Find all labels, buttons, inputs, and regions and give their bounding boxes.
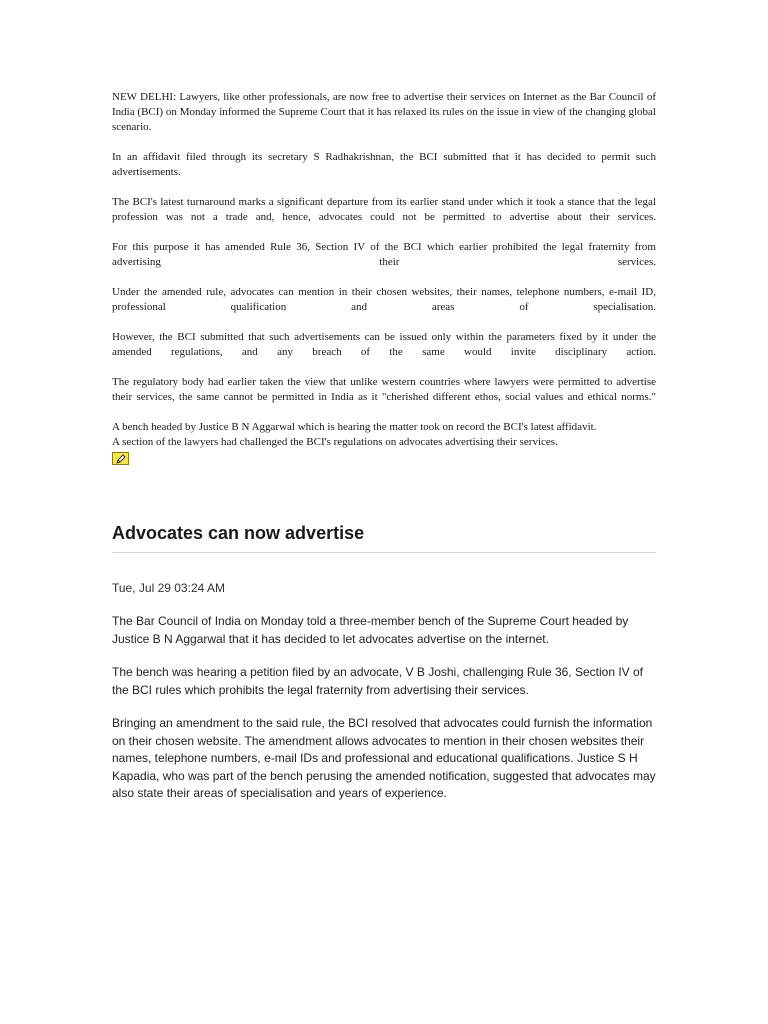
title-divider [112, 552, 656, 553]
wire-paragraph: Under the amended rule, advocates can mention in their chosen websites, their names, telephone numbers, e-mail ID, professional qualification and areas of specialisation. [112, 286, 656, 313]
article-paragraph: Bringing an amendment to the said rule, the BCI resolved that advocates could furnish the information on their chosen website. The amendment allows advocates to mention in their chosen websites their names, telephone numbers, e-mail IDs and professional and educational qualifications. Justice S H Kapadia, who was part of the bench perusing the amended notification, suggested that advocates may also state their areas of specialisation and years of experience. [112, 716, 656, 800]
news-wire-section [112, 90, 656, 470]
wire-paragraph: A bench headed by Justice B N Aggarwal which is hearing the matter took on record the BCI's latest affidavit. [112, 421, 597, 433]
wire-paragraph: However, the BCI submitted that such advertisements can be issued only within the parameters fixed by it under the amended regulations, and any breach of the same would invite disciplinary action. [112, 331, 656, 358]
wire-paragraph: The BCI's latest turnaround marks a significant departure from its earlier stand under which it took a stance that the legal profession was not a trade and, hence, advocates could not be permitted to advertise about their services. [112, 196, 656, 223]
article-paragraph: The bench was hearing a petition filed by an advocate, V B Joshi, challenging Rule 36, Section IV of the BCI rules which prohibits the legal fraternity from advertising their services. [112, 665, 643, 697]
article-paragraph: The Bar Council of India on Monday told a three-member bench of the Supreme Court headed by Justice B N Aggarwal that it has decided to let advocates advertise on the internet. [112, 614, 629, 646]
wire-paragraph: A section of the lawyers had challenged the BCI's regulations on advocates advertising their services. [112, 436, 558, 448]
article-dateline: Tue, Jul 29 03:24 AM [112, 581, 225, 595]
wire-paragraph: For this purpose it has amended Rule 36, Section IV of the BCI which earlier prohibited the legal fraternity from advertising their services. [112, 241, 656, 268]
article-title: Advocates can now advertise [112, 523, 365, 543]
wire-paragraph: In an affidavit filed through its secretary S Radhakrishnan, the BCI submitted that it has decided to permit such advertisements. [112, 151, 656, 178]
article-section [112, 522, 656, 803]
wire-paragraph: NEW DELHI: Lawyers, like other professionals, are now free to advertise their services on Internet as the Bar Council of India (BCI) on Monday informed the Supreme Court that it has relaxed its rules on the issue in view of the changing global scenario. [112, 91, 656, 133]
document-page [112, 90, 656, 803]
edit-pencil-icon[interactable] [112, 452, 129, 465]
wire-paragraph: The regulatory body had earlier taken the view that unlike western countries where lawyers were permitted to advertise their services, the same cannot be permitted in India as it "cherished different ethos, social values and ethical norms." [112, 376, 656, 403]
